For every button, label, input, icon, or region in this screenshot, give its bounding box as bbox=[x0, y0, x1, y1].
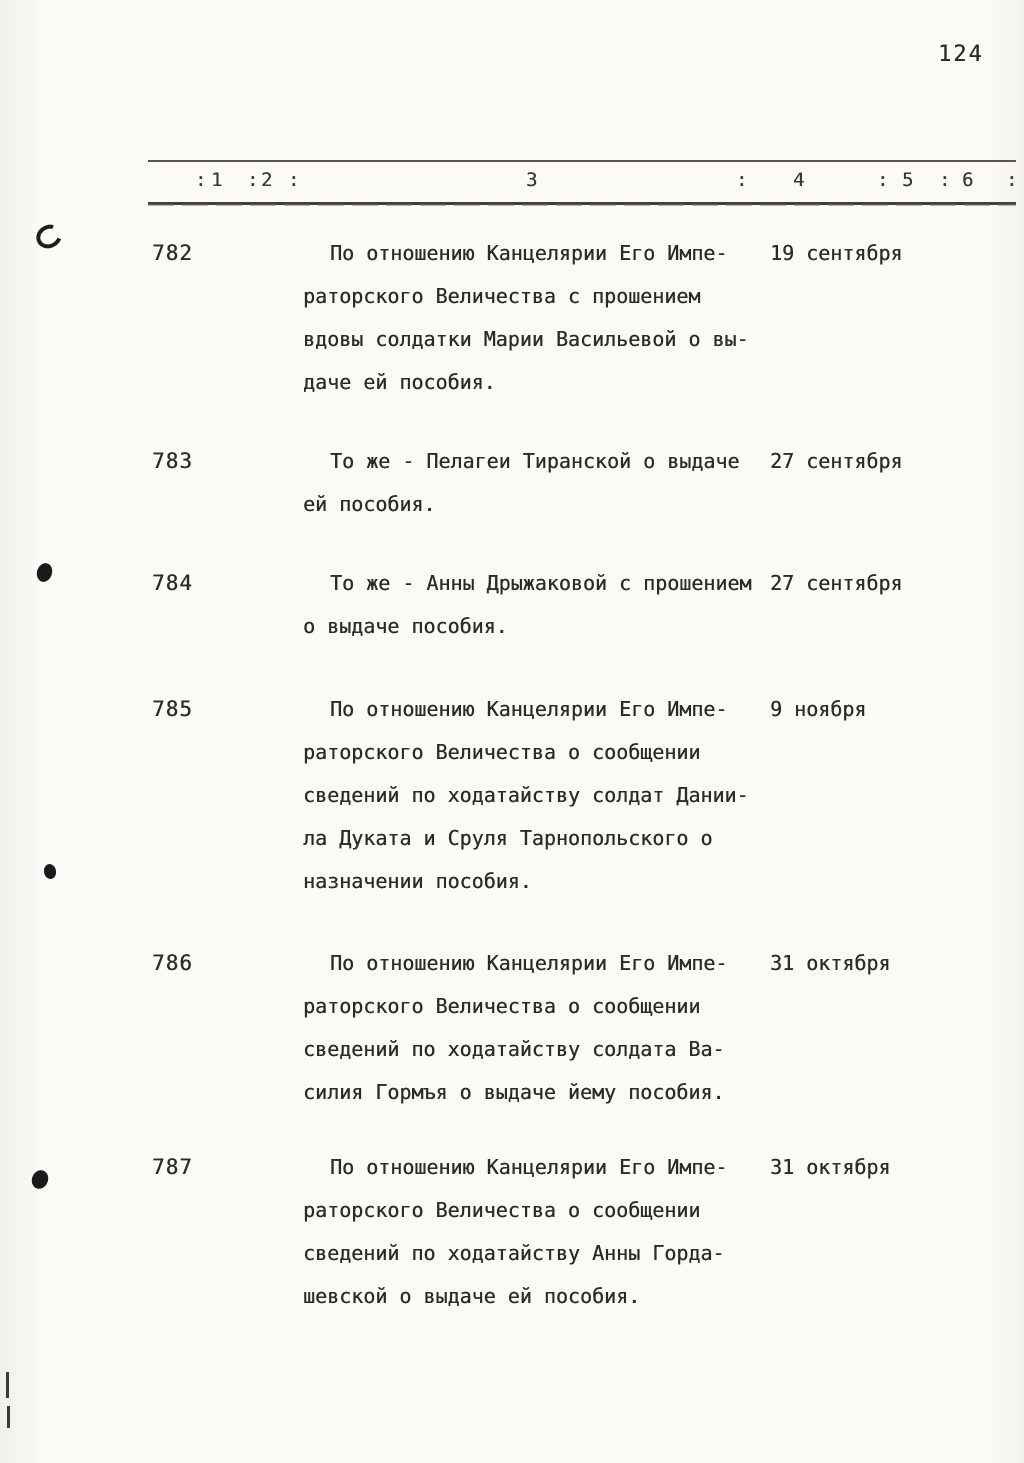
text-line: раторского Величества о сообщении bbox=[303, 994, 701, 1018]
entry-description bbox=[303, 1146, 768, 1318]
page-number: 124 bbox=[938, 42, 984, 67]
entry-date: 31 октября bbox=[770, 1155, 891, 1179]
text-line: То же - Пелагеи Тиранской о выдаче bbox=[330, 449, 740, 473]
text-line: ла Дуката и Сруля Тарнопольского о bbox=[303, 826, 713, 850]
entry-number: 785 bbox=[152, 697, 193, 721]
text-line: сведений по ходатайству Анны Горда- bbox=[303, 1241, 725, 1265]
column-separator: : bbox=[877, 169, 889, 191]
ruled-line bbox=[148, 204, 1016, 206]
text-line: ей пособия. bbox=[303, 492, 436, 516]
entry-description bbox=[303, 942, 768, 1114]
ink-blot bbox=[34, 561, 54, 584]
text-line: То же - Анны Дрыжаковой с прошением bbox=[330, 571, 752, 595]
column-separator: : bbox=[247, 169, 259, 191]
entry-date: 27 сентября bbox=[770, 449, 903, 473]
column-separator: : bbox=[736, 169, 748, 191]
text-line: о выдаче пособия. bbox=[303, 614, 508, 638]
scan-edge-mark bbox=[6, 1372, 9, 1398]
entry-description bbox=[303, 688, 768, 903]
text-line: По отношению Канцелярии Его Импе- bbox=[330, 697, 728, 721]
text-line: сведений по ходатайству солдат Дании- bbox=[303, 783, 749, 807]
ink-blot bbox=[32, 220, 66, 253]
ink-blot bbox=[43, 863, 57, 880]
text-line: раторского Величества с прошением bbox=[303, 284, 701, 308]
text-line: шевской о выдаче ей пособия. bbox=[303, 1284, 641, 1308]
text-line: даче ей пособия. bbox=[303, 370, 496, 394]
text-line: По отношению Канцелярии Его Импе- bbox=[330, 951, 728, 975]
text-line: раторского Величества о сообщении bbox=[303, 1198, 701, 1222]
text-line: По отношению Канцелярии Его Импе- bbox=[330, 241, 728, 265]
entry-number: 782 bbox=[152, 241, 193, 265]
entry-number: 786 bbox=[152, 951, 193, 975]
entry-date: 31 октября bbox=[770, 951, 891, 975]
entry-number: 783 bbox=[152, 449, 193, 473]
column-separator: : bbox=[939, 169, 951, 191]
entry-date: 9 ноября bbox=[770, 697, 867, 721]
text-line: силия Гормъя о выдаче йему пособия. bbox=[303, 1080, 725, 1104]
entry-number: 784 bbox=[152, 571, 193, 595]
entry-description bbox=[303, 562, 768, 648]
entry-date: 27 сентября bbox=[770, 571, 903, 595]
text-line: По отношению Канцелярии Его Импе- bbox=[330, 1155, 728, 1179]
column-separator: : bbox=[195, 169, 207, 191]
column-header-2: 2 bbox=[261, 169, 273, 191]
scan-edge-mark bbox=[7, 1406, 10, 1428]
entry-date: 19 сентября bbox=[770, 241, 903, 265]
text-line: вдовы солдатки Марии Васильевой о вы- bbox=[303, 327, 749, 351]
text-line: назначении пособия. bbox=[303, 869, 532, 893]
column-header-6: 6 bbox=[962, 169, 974, 191]
column-separator: : bbox=[1006, 169, 1018, 191]
column-header-5: 5 bbox=[902, 169, 914, 191]
text-line: раторского Величества о сообщении bbox=[303, 740, 701, 764]
column-header-1: 1 bbox=[211, 169, 223, 191]
column-header-4: 4 bbox=[793, 169, 805, 191]
ink-blot bbox=[29, 1168, 51, 1192]
text-line: сведений по ходатайству солдата Ва- bbox=[303, 1037, 725, 1061]
entry-number: 787 bbox=[152, 1155, 193, 1179]
entry-description bbox=[303, 440, 768, 526]
column-header-rule bbox=[148, 160, 1016, 205]
column-separator: : bbox=[288, 169, 300, 191]
entry-description bbox=[303, 232, 768, 404]
column-header-3: 3 bbox=[526, 169, 538, 191]
